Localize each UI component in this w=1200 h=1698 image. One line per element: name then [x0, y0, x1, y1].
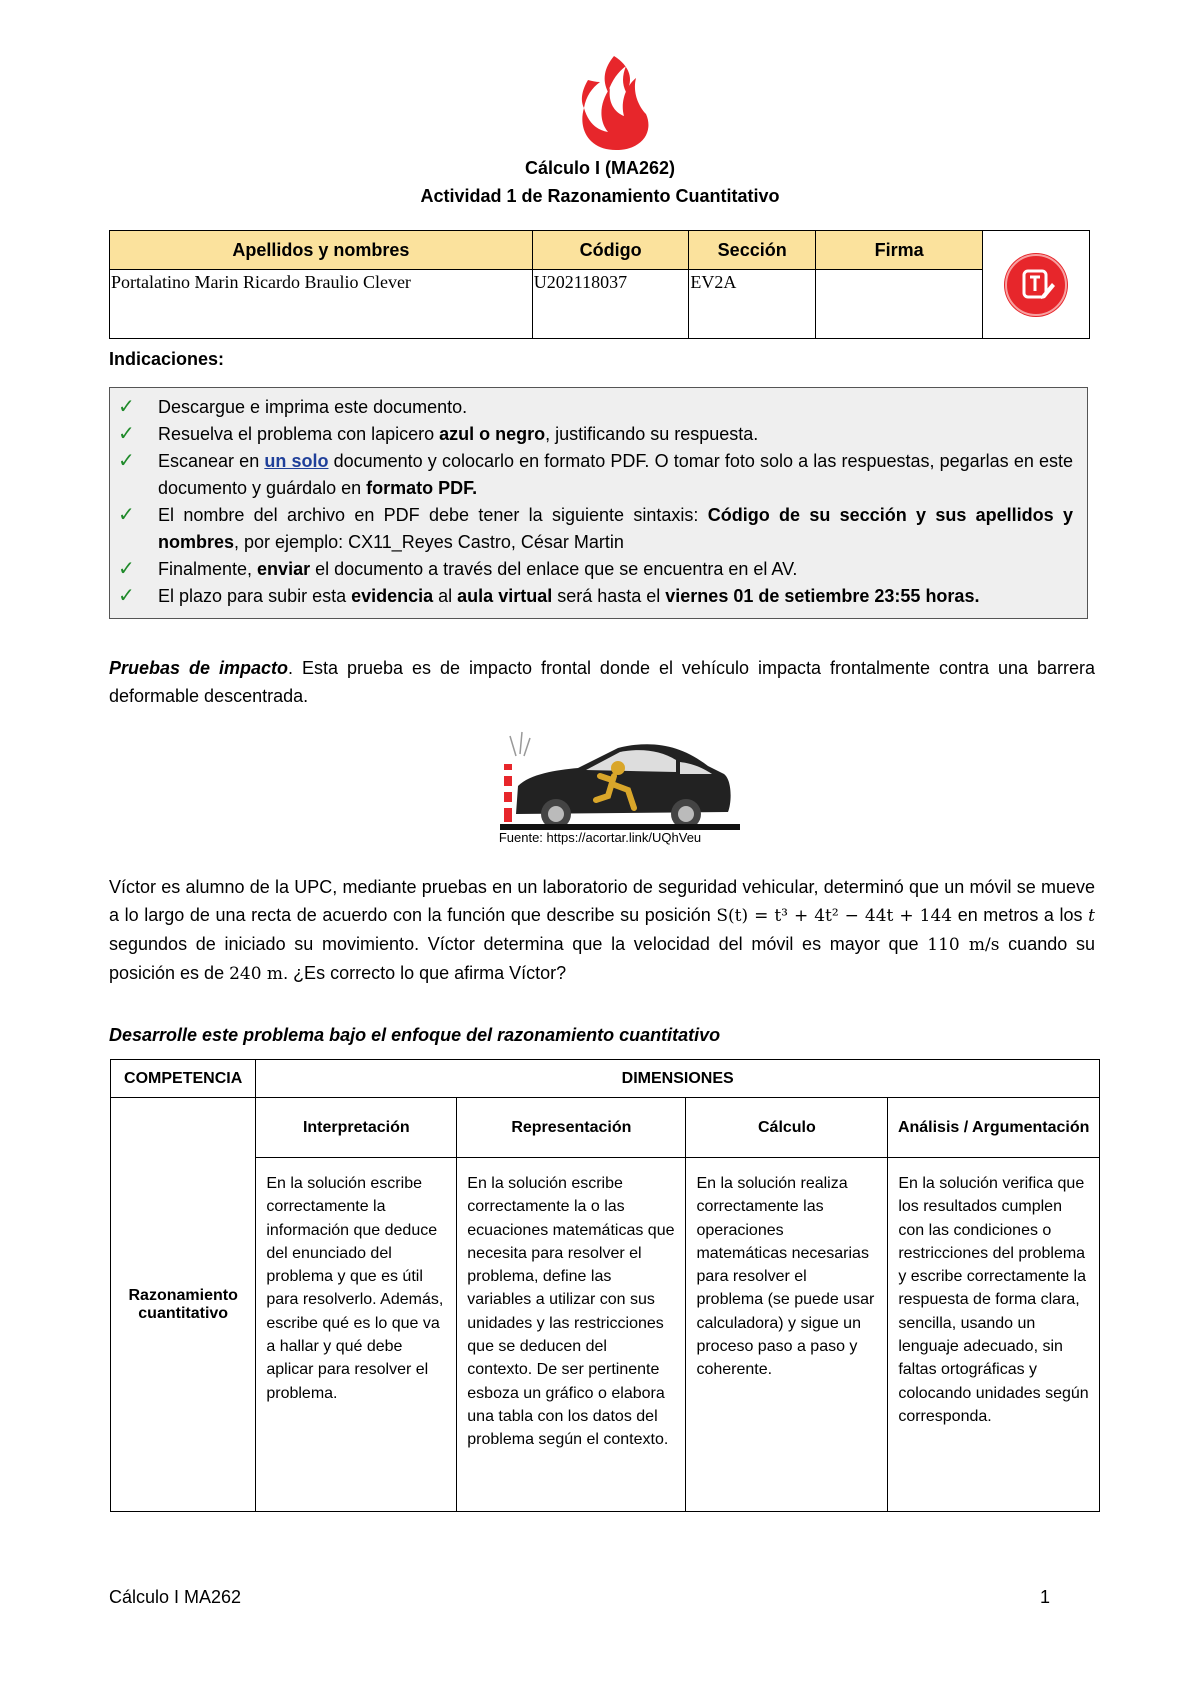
- intro-bold: Pruebas de impacto: [109, 658, 288, 678]
- indication-text: El plazo para subir esta evidencia al aula virtual será hasta el viernes 01 de setiembre 23:55 horas.: [158, 586, 980, 606]
- student-signature: [816, 270, 983, 339]
- competencia-cell: Razonamiento cuantitativo: [111, 1098, 256, 1512]
- indication-item: [118, 448, 1073, 502]
- upc-logo: [574, 50, 658, 158]
- student-info-table: [109, 230, 1090, 339]
- rubric-table: [110, 1059, 1100, 1512]
- figure-source: Fuente: https://acortar.link/UQhVeu: [498, 830, 702, 845]
- indication-text: Escanear en un solo documento y colocarlo en formato PDF. O tomar foto solo a las respuestas, pegarlas en este documento y guárdalo en formato PDF.: [158, 451, 1073, 498]
- indication-item: [118, 421, 1073, 448]
- checkmark-icon: ✓: [118, 396, 135, 418]
- dimension-header: Representación: [457, 1098, 686, 1158]
- problem-paragraph: Víctor es alumno de la UPC, mediante pruebas en un laboratorio de seguridad vehicular, determinó que un móvil se mueve a lo largo de una recta de acuerdo con la función que describe su posición S(t) = t³ + 4t² − 44t + 144 en metros a los t segundos de iniciado su movimiento. Víctor determina que la velocidad del móvil es mayor que 110 m/s cuando su posición es de 240 m. ¿Es correcto lo que afirma Víctor?: [109, 877, 1095, 984]
- tarea-icon: [1004, 253, 1068, 317]
- checkmark-icon: ✓: [118, 504, 135, 526]
- dimensiones-header: DIMENSIONES: [256, 1060, 1100, 1098]
- crash-test-image: [500, 730, 740, 830]
- indication-item: [118, 394, 1073, 421]
- footer-course: Cálculo I MA262: [109, 1587, 242, 1607]
- rubric-cell: En la solución verifica que los resultados cumplen con las condiciones o restricciones del problema y escribe correctamente la respuesta de forma clara, sencilla, usando un lenguaje adecuado, sin faltas ortográficas y colocando unidades según corresponda.: [888, 1158, 1100, 1512]
- indications-box: [109, 387, 1088, 619]
- rubric-cell: En la solución realiza correctamente las operaciones matemáticas necesarias para resolver el problema (se puede usar calculadora) y sigue un proceso paso a paso y coherente.: [686, 1158, 888, 1512]
- instruction-heading: Desarrolle este problema bajo el enfoque del razonamiento cuantitativo: [109, 1025, 721, 1045]
- dimension-header: Cálculo: [686, 1098, 888, 1158]
- document-title: [0, 154, 1200, 210]
- student-name: Portalatino Marin Ricardo Braulio Clever: [110, 270, 533, 339]
- header-seccion: Sección: [689, 231, 816, 270]
- indications-label: Indicaciones:: [109, 349, 225, 369]
- header-codigo: Código: [532, 231, 689, 270]
- page-number: 1: [1040, 1587, 1051, 1607]
- intro-text: . Esta prueba es de impacto frontal donde el vehículo impacta frontalmente contra una barrera deformable descentrada.: [109, 658, 1095, 706]
- checkmark-icon: ✓: [118, 585, 135, 607]
- competencia-header: COMPETENCIA: [111, 1060, 256, 1098]
- checkmark-icon: ✓: [118, 558, 135, 580]
- velocity-value: 110 m/s: [927, 935, 1000, 955]
- checkmark-icon: ✓: [118, 450, 135, 472]
- indication-item: [118, 556, 1073, 583]
- dimension-header: Análisis / Argumentación: [888, 1098, 1100, 1158]
- un-solo-link[interactable]: un solo: [264, 451, 329, 471]
- student-code: U202118037: [532, 270, 689, 339]
- indication-text: Resuelva el problema con lapicero azul o negro, justificando su respuesta.: [158, 424, 759, 444]
- position-value: 240 m: [229, 964, 284, 984]
- activity-title: Actividad 1 de Razonamiento Cuantitativo: [420, 186, 780, 206]
- indication-text: Finalmente, enviar el documento a través del enlace que se encuentra en el AV.: [158, 559, 798, 579]
- header-apellidos: Apellidos y nombres: [110, 231, 533, 270]
- intro-paragraph: [109, 654, 1095, 710]
- indication-item: [118, 502, 1073, 556]
- student-section: EV2A: [689, 270, 816, 339]
- header-firma: Firma: [816, 231, 983, 270]
- course-title: Cálculo I (MA262): [524, 158, 676, 178]
- tarea-icon-cell: [983, 231, 1090, 339]
- checkmark-icon: ✓: [118, 423, 135, 445]
- indication-text: Descargue e imprima este documento.: [158, 397, 468, 417]
- rubric-cell: En la solución escribe correctamente la o las ecuaciones matemáticas que necesita para resolver el problema, define las variables a utilizar con sus unidades y las restricciones que se deducen del contexto. De ser pertinente esboza un gráfico o elabora una tabla con los datos del problema según el contexto.: [457, 1158, 686, 1512]
- indication-item: [118, 583, 1073, 610]
- position-formula: S(t) = t³ + 4t² − 44t + 144: [716, 906, 953, 926]
- indication-text: El nombre del archivo en PDF debe tener la siguiente sintaxis: Código de su sección y sus apellidos y nombres, por ejemplo: CX11_Reyes Castro, César Martin: [158, 505, 1073, 552]
- dimension-header: Interpretación: [256, 1098, 457, 1158]
- rubric-cell: En la solución escribe correctamente la información que deduce del enunciado del problema y que es útil para resolverlo. Además, escribe qué es lo que va a hallar y qué debe aplicar para resolver el problema.: [256, 1158, 457, 1512]
